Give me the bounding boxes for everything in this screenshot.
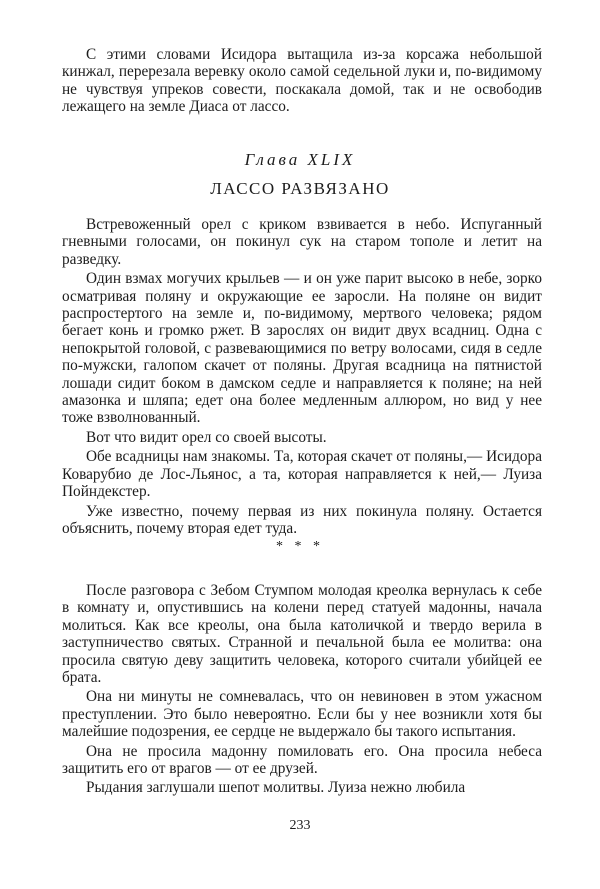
chapter-number: Глава XLIX bbox=[244, 150, 356, 169]
section-1 bbox=[62, 216, 542, 537]
paragraph: Обе всадницы нам знакомы. Та, которая скачет от поляны,— Исидора Коварубио де Лос-Льянос, а та, которая направляется к ней,— Луиза Пойндекстер. bbox=[62, 448, 542, 501]
section-separator: * * * bbox=[276, 539, 324, 554]
opening-block bbox=[62, 46, 542, 116]
paragraph: После разговора с Зебом Стумпом молодая креолка вернулась к себе в комнату и, опустившись на колени перед статуей мадонны, начала молиться. Как все креолы, она была католичкой и твердо верила в заступничество святых. Странной и печальной была ее молитва: она просила святую деву защитить человека, которого считали убийцей ее брата. bbox=[62, 582, 542, 687]
paragraph: Встревоженный орел с криком взвивается в небо. Испуганный гневными голосами, он покинул сук на старом тополе и летит на разведку. bbox=[62, 216, 542, 268]
paragraph: Она не просила мадонну помиловать его. Она просила небеса защитить его от врагов — от ее друзей. bbox=[62, 742, 542, 778]
opening-paragraph: С этими словами Исидора вытащила из-за корсажа небольшой кинжал, перерезала веревку около самой седельной луки и, по-видимому не чувствуя упреков совести, поскакала домой, так и не освободив лежащего на земле Диаса от лассо. bbox=[62, 46, 542, 116]
paragraph: Один взмах могучих крыльев — и он уже парит высоко в небе, зорко осматривая поляну и окружающие ее заросли. На поляне он видит распростертого на земле и, по-видимому, мертвого человека; рядом бегает конь и громко ржет. В зарослях он видит двух всадниц. Одна с непокрытой головой, с развевающимися по ветру волосами, сидя в седле по-мужски, галопом скачет от поляны. Другая всадница на пятнистой лошади сидит боком в дамском седле и направляется к поляне; на ней амазонка и шляпа; едет она более медленным аллюром, но вид у нее тоже взволнованный. bbox=[62, 270, 542, 427]
paragraph: Вот что видит орел со своей высоты. bbox=[86, 428, 327, 446]
section-2 bbox=[62, 582, 542, 797]
chapter-title: ЛАССО РАЗВЯЗАНО bbox=[210, 179, 390, 198]
page-number: 233 bbox=[289, 818, 311, 833]
paragraph: Уже известно, почему первая из них покинула поляну. Остается объяснить, почему вторая едет туда. bbox=[62, 502, 542, 537]
paragraph: Она ни минуты не сомневалась, что он невиновен в этом ужасном преступлении. Это было невероятно. Если бы у нее возникли хотя бы малейшие подозрения, ее сердце не выдержало бы такого испытания. bbox=[62, 688, 542, 741]
paragraph: Рыдания заглушали шепот молитвы. Луиза нежно любила bbox=[86, 779, 466, 797]
